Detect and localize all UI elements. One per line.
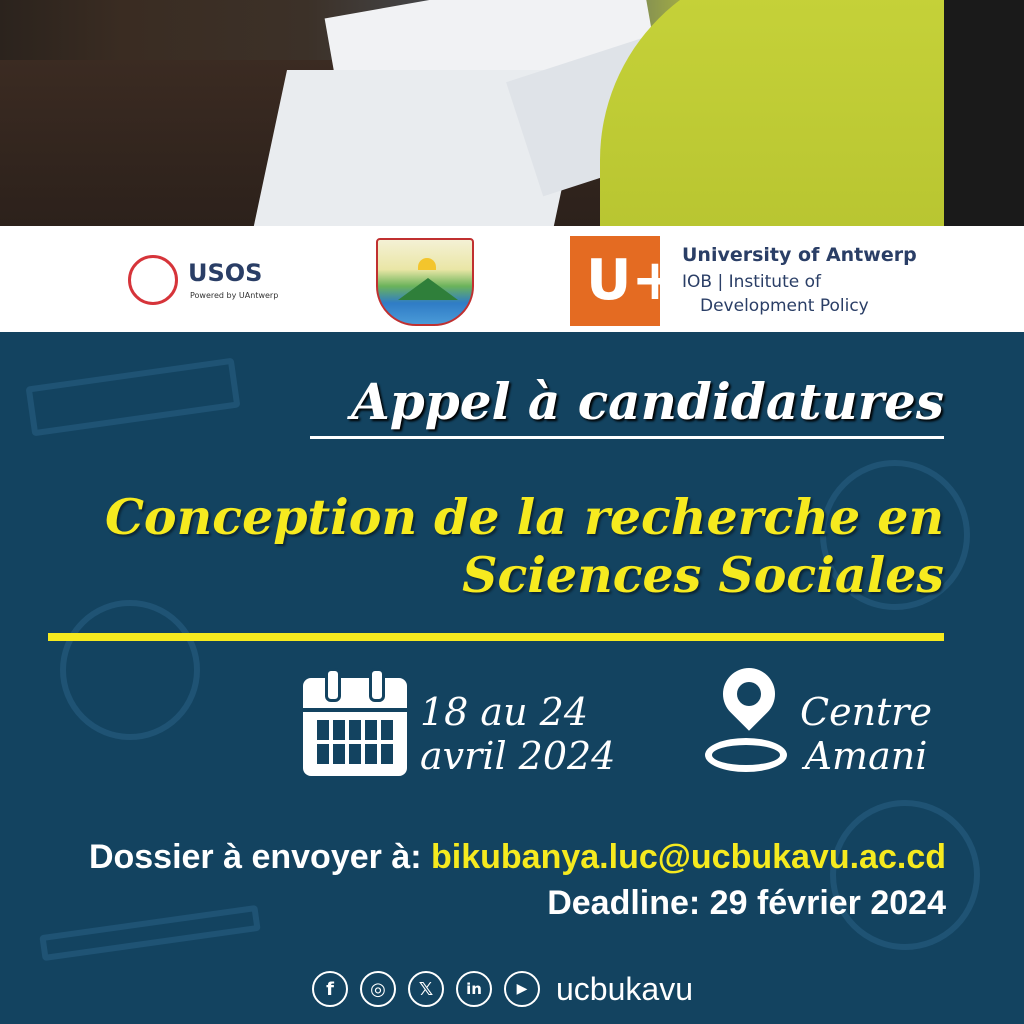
antwerp-title: University of Antwerp <box>682 244 917 266</box>
event-date <box>420 690 615 778</box>
title-line-2: Sciences Sociales <box>462 546 944 604</box>
pencil-icon <box>39 905 260 961</box>
calendar-icon <box>303 668 407 776</box>
u-plus-icon: U+ <box>586 248 679 313</box>
headline-appel: Appel à candidatures <box>351 372 944 431</box>
usos-powered-by: Powered by UAntwerp <box>190 291 279 300</box>
contact-email[interactable]: bikubanya.luc@ucbukavu.ac.cd <box>431 838 946 876</box>
instagram-icon[interactable]: ◎ <box>360 971 396 1007</box>
header-photo <box>0 0 1024 226</box>
dossier-line <box>89 838 946 877</box>
social-bar <box>312 968 693 1010</box>
deadline: Deadline: 29 février 2024 <box>547 884 946 922</box>
mountain-icon <box>398 278 458 300</box>
x-icon[interactable]: 𝕏 <box>408 971 444 1007</box>
event-place <box>800 690 932 778</box>
social-handle[interactable]: ucbukavu <box>556 970 693 1007</box>
antwerp-logo <box>570 236 930 328</box>
lightbulb-icon <box>60 600 200 740</box>
dossier-label: Dossier à envoyer à: <box>88 838 422 876</box>
yellow-divider <box>48 633 944 641</box>
location-pin-icon <box>703 668 795 778</box>
student-hair <box>944 0 1024 226</box>
ucb-crest-logo <box>376 238 474 326</box>
title-line-1: Conception de la recherche en <box>104 488 944 546</box>
linkedin-icon[interactable]: in <box>456 971 492 1007</box>
date-line-1: 18 au 24 <box>420 690 588 734</box>
date-line-2: avril 2024 <box>420 734 616 778</box>
antwerp-dev: Development Policy <box>700 296 869 316</box>
headline-title <box>105 488 944 604</box>
sun-icon <box>418 258 436 270</box>
globe-icon <box>128 255 178 305</box>
usos-logo <box>128 255 288 311</box>
uantwerp-mark <box>570 236 679 326</box>
appel-underline <box>310 436 944 439</box>
youtube-icon[interactable]: ▶ <box>504 971 540 1007</box>
antwerp-iob: IOB | Institute of <box>682 272 821 292</box>
place-line-1: Centre <box>800 690 932 734</box>
place-line-2: Amani <box>804 734 928 778</box>
ruler-icon <box>26 358 241 437</box>
usos-name: USOS <box>188 259 263 287</box>
facebook-icon[interactable]: f <box>312 971 348 1007</box>
